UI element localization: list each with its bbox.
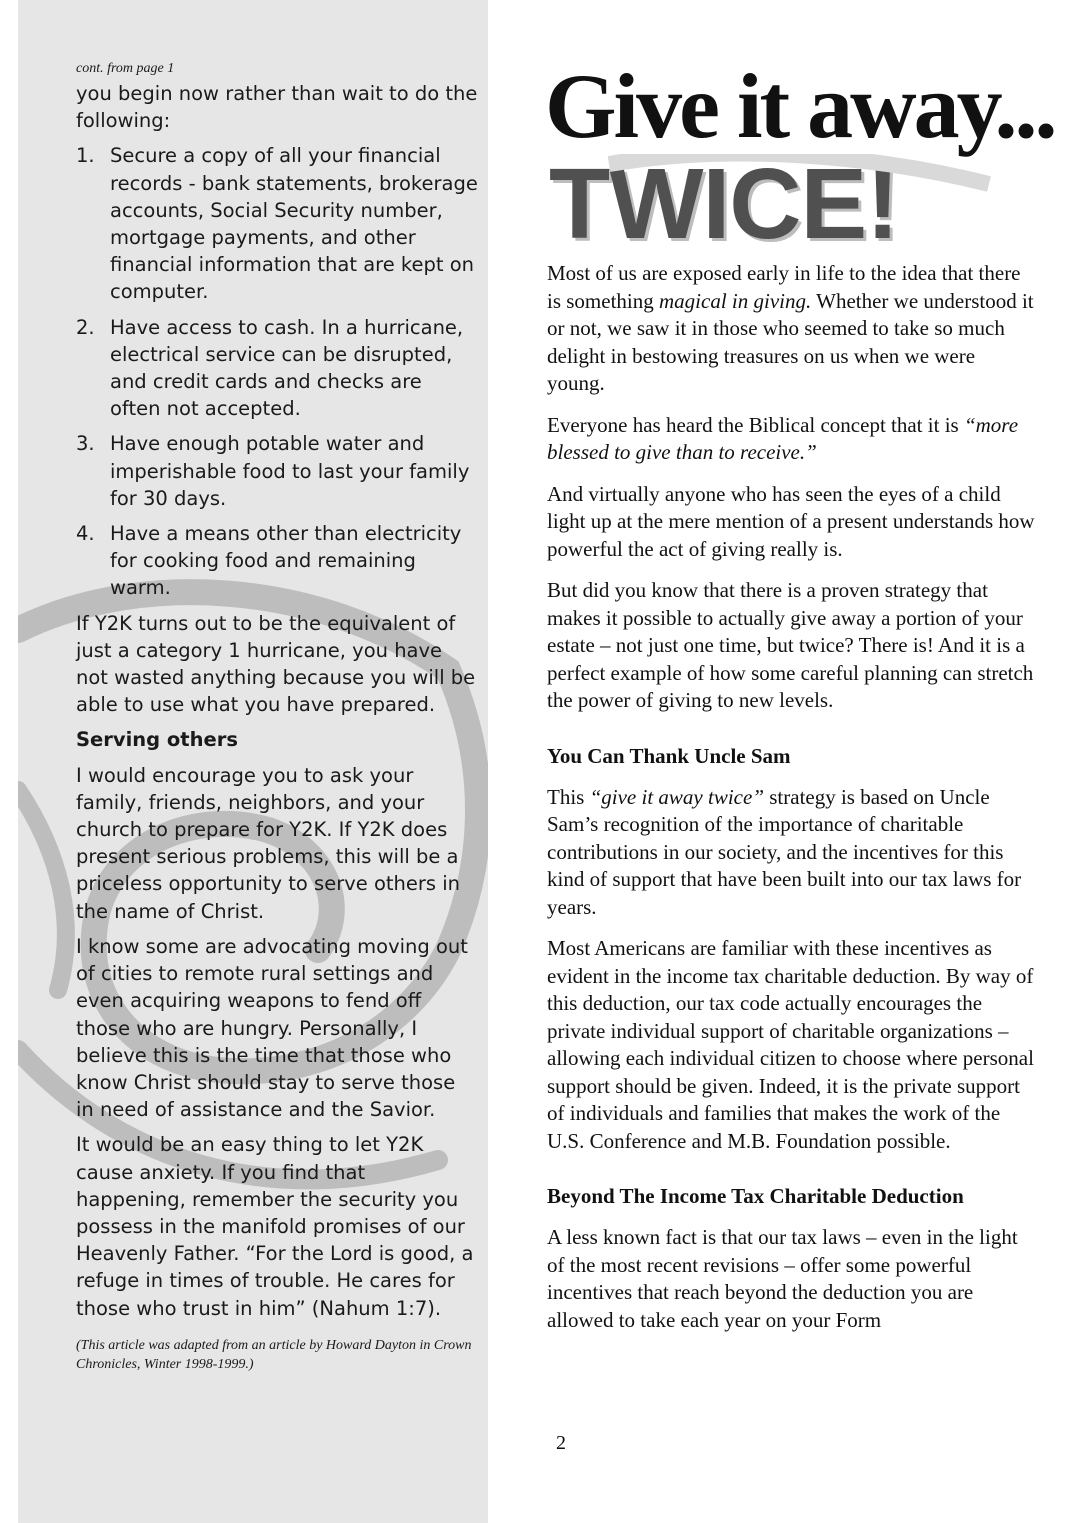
list-item: 2. Have access to cash. In a hurricane, electrical service can be disrupted, and credit cards and checks are often not accepted. xyxy=(76,315,464,421)
child-paragraph: And virtually anyone who has seen the eyes of a child light up at the mere mention of a present understands how powerful the act of giving really is. xyxy=(547,481,1035,561)
right-article xyxy=(547,260,1037,1334)
strategy-paragraph: But did you know that there is a proven strategy that makes it possible to actually give away a portion of your estate – not just one time, but twice? There is! And it is a perfect example of how some careful planning can stretch the power of giving to new levels. xyxy=(547,578,1034,712)
anxiety-paragraph: It would be an easy thing to let Y2K cause anxiety. If you find that happening, remember the security you possess in the manifold promises of our Heavenly Father. “For the Lord is good, a refuge in times of trouble. He cares for those who trust in him” (Nahum 1:7). xyxy=(76,1133,474,1320)
magical-paragraph: Most of us are exposed early in life to the idea that there is something magical in giving. Whether we understood it or not, we saw it in those who seemed to take so much delight in bestowing treasures on us when we were young. xyxy=(547,261,1034,395)
continued-note: cont. from page 1 xyxy=(76,61,175,76)
left-article xyxy=(76,60,478,1374)
hurricane-paragraph: If Y2K turns out to be the equivalent of just a category 1 hurricane, you have not wasted anything because you will be able to use what you have prepared. xyxy=(76,611,476,717)
list-item: 4. Have a means other than electricity for cooking food and remaining warm. xyxy=(76,522,462,600)
less-known-paragraph: A less known fact is that our tax laws – even in the light of the most recent revisions – offer some powerful incentives that reach beyond the deduction you are allowed to take each year on your Form xyxy=(547,1225,1018,1332)
biblical-paragraph: Everyone has heard the Biblical concept that it is “more blessed to give than to receive.” xyxy=(547,412,1019,464)
encourage-paragraph: I would encourage you to ask your family, friends, neighbors, and your church to prepare for Y2K. If Y2K does present serious problems, this will be a priceless opportunity to serve others in the name of Christ. xyxy=(76,763,461,923)
preparation-list xyxy=(76,142,478,601)
page-number: 2 xyxy=(556,1432,566,1454)
left-column xyxy=(18,0,488,1523)
list-item: 3. Have enough potable water and imperishable food to last your family for 30 days. xyxy=(76,432,470,510)
advocating-paragraph: I know some are advocating moving out of cities to remote rural settings and even acquiring weapons to fend off those who are hungry. Personally, I believe this is the time that those who know Christ should stay to serve those in need of assistance and the Savior. xyxy=(76,934,468,1122)
twice-title xyxy=(549,148,1037,260)
give-twice-paragraph: This “give it away twice” strategy is based on Uncle Sam’s recognition of the importance of charitable contributions in our society, and the incentives for this kind of support that have been built into our tax laws for years. xyxy=(547,784,1022,919)
headline: Give it away... xyxy=(545,55,1055,157)
twice-text: TWICE! xyxy=(549,148,899,260)
article-credit: (This article was adapted from an article by Howard Dayton in Crown Chronicles, Winter 1998-1999.) xyxy=(76,1337,472,1372)
intro-paragraph: you begin now rather than wait to do the following: xyxy=(76,82,478,133)
twice-swoosh-icon xyxy=(549,154,1019,260)
uncle-sam-heading: You Can Thank Uncle Sam xyxy=(547,743,791,768)
incentives-paragraph: Most Americans are familiar with these incentives as evident in the income tax charitable deduction. By way of this deduction, our tax code actually encourages the private individual support of charitable organizations – allowing each individual citizen to choose where personal support should be given. Indeed, it is the private support of individuals and families that makes the work of the U.S. Conference and M.B. Foundation possible. xyxy=(547,936,1034,1153)
right-column xyxy=(545,40,1055,1348)
serving-others-heading: Serving others xyxy=(76,728,238,752)
list-item: 1. Secure a copy of all your financial records - bank statements, brokerage accounts, Social Security number, mortgage payments, and other financial information that are kept on computer. xyxy=(76,144,478,304)
beyond-deduction-heading: Beyond The Income Tax Charitable Deduction xyxy=(547,1184,964,1208)
